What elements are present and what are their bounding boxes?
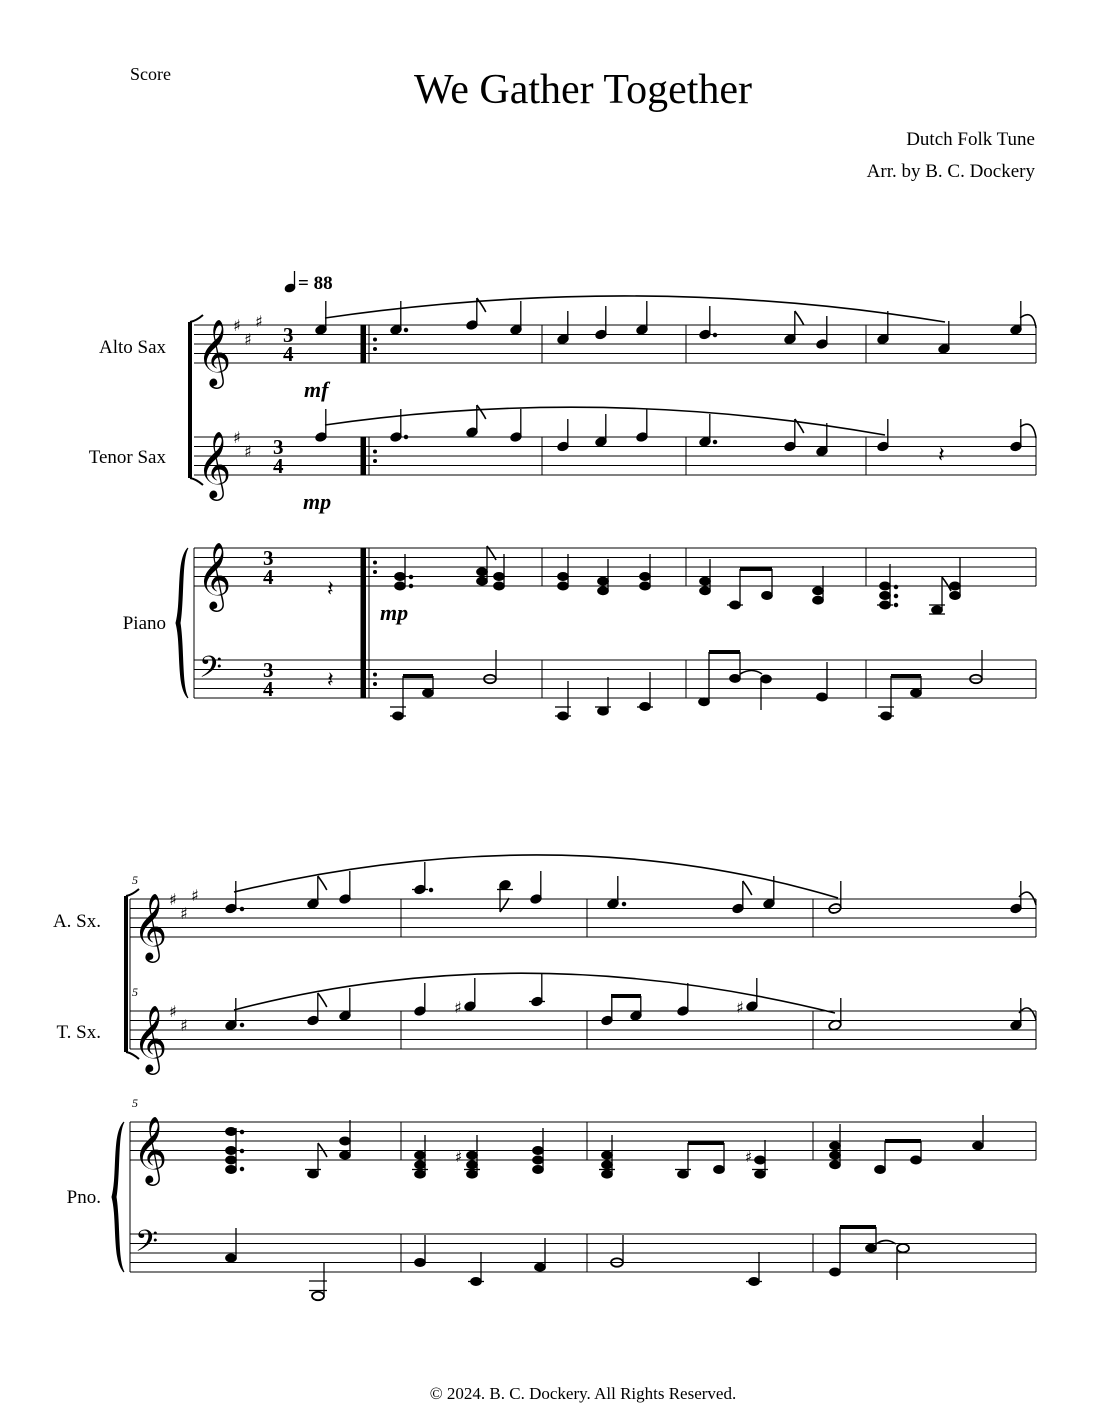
piano-treble-staff-1 bbox=[194, 548, 1036, 586]
tempo-text: = 88 bbox=[298, 273, 333, 294]
piano-bass-staff-2 bbox=[130, 1234, 1036, 1272]
copyright-notice: © 2024. B. C. Dockery. All Rights Reserved. bbox=[429, 1384, 737, 1403]
time-sig-type: 4 bbox=[273, 454, 284, 478]
time-sig-type: 4 bbox=[263, 565, 274, 589]
alto-slurs-1 bbox=[325, 296, 1036, 328]
quarter-rest-icon: 𝄽 bbox=[327, 668, 334, 693]
alto-sax-abbr: A. Sx. bbox=[52, 911, 101, 932]
arranger-credit: Arr. by B. C. Dockery bbox=[866, 161, 1035, 182]
tenor-sax-name: Tenor Sax bbox=[88, 447, 166, 468]
alto-key-signature bbox=[169, 886, 199, 923]
tenor-staff-1 bbox=[194, 437, 1036, 475]
tenor-slurs-1 bbox=[325, 407, 1036, 438]
svg-text:♯: ♯ bbox=[745, 1148, 753, 1166]
treble-clef-icon: 𝄞 bbox=[197, 541, 232, 609]
svg-text:♯: ♯ bbox=[233, 428, 241, 447]
tenor-staff-2 bbox=[130, 1011, 1036, 1049]
quarter-rest-icon: 𝄽 bbox=[327, 577, 334, 602]
svg-text:♯: ♯ bbox=[455, 1148, 463, 1166]
alto-sax-name: Alto Sax bbox=[98, 337, 166, 358]
piano-brace-1 bbox=[176, 548, 188, 698]
time-sig-beats: 3 bbox=[283, 323, 294, 347]
time-sig-type: 4 bbox=[283, 342, 294, 366]
treble-clef-icon: 𝄞 bbox=[197, 430, 232, 498]
bass-clef-icon: 𝄢 bbox=[135, 1225, 159, 1266]
tenor-notes-1 bbox=[315, 405, 1022, 457]
measure-number: 5 bbox=[132, 985, 138, 999]
repeat-dots-1 bbox=[373, 338, 377, 687]
svg-text:♯: ♯ bbox=[244, 330, 252, 349]
time-sig-beats: 3 bbox=[263, 546, 274, 570]
svg-text:♯: ♯ bbox=[180, 1016, 188, 1035]
treble-clef-icon: 𝄞 bbox=[197, 318, 232, 386]
treble-clef-icon: 𝄞 bbox=[133, 1004, 168, 1072]
treble-clef-icon: 𝄞 bbox=[133, 1115, 168, 1183]
tempo-marking bbox=[284, 271, 333, 294]
quarter-rest-icon: 𝄽 bbox=[938, 443, 945, 468]
measure-number: 5 bbox=[132, 1096, 138, 1110]
svg-text:♯: ♯ bbox=[244, 442, 252, 461]
alto-slurs-2 bbox=[234, 855, 1036, 905]
piano-treble-notes-1 bbox=[327, 546, 960, 614]
system-1 bbox=[89, 271, 1036, 720]
time-sig-type: 4 bbox=[263, 677, 274, 701]
score-label: Score bbox=[130, 64, 171, 84]
page-title: We Gather Together bbox=[413, 67, 753, 113]
svg-text:♯: ♯ bbox=[180, 904, 188, 923]
svg-text:♯: ♯ bbox=[255, 312, 263, 331]
piano-abbr: Pno. bbox=[66, 1187, 101, 1208]
barlines-2 bbox=[401, 899, 1036, 1272]
piano-treble-notes-2 bbox=[226, 1115, 983, 1178]
alto-key-signature bbox=[233, 312, 263, 349]
piano-brace-2 bbox=[112, 1122, 124, 1272]
svg-text:♯: ♯ bbox=[191, 886, 199, 905]
tenor-sax-abbr: T. Sx. bbox=[56, 1022, 101, 1043]
svg-text:♯: ♯ bbox=[169, 890, 177, 909]
system-2 bbox=[53, 855, 1036, 1300]
svg-text:♯: ♯ bbox=[169, 1002, 177, 1021]
dynamic-marking: mf bbox=[304, 377, 329, 402]
alto-staff-2 bbox=[130, 899, 1036, 937]
barlines-1 bbox=[361, 325, 1036, 698]
composer-credit: Dutch Folk Tune bbox=[906, 129, 1035, 150]
piano-bass-staff-1 bbox=[194, 660, 1036, 698]
treble-clef-icon: 𝄞 bbox=[133, 892, 168, 960]
dynamic-marking: mp bbox=[380, 600, 409, 625]
time-sig-beats: 3 bbox=[263, 658, 274, 682]
piano-name: Piano bbox=[122, 613, 166, 634]
svg-text:♯: ♯ bbox=[233, 316, 241, 335]
measure-number: 5 bbox=[132, 873, 138, 887]
svg-text:♯: ♯ bbox=[736, 998, 744, 1017]
time-sig-beats: 3 bbox=[273, 435, 284, 459]
dynamic-marking: mp bbox=[303, 489, 332, 514]
svg-text:♯: ♯ bbox=[454, 998, 462, 1017]
tenor-notes-2 bbox=[225, 974, 1022, 1031]
bass-clef-icon: 𝄢 bbox=[199, 651, 223, 692]
